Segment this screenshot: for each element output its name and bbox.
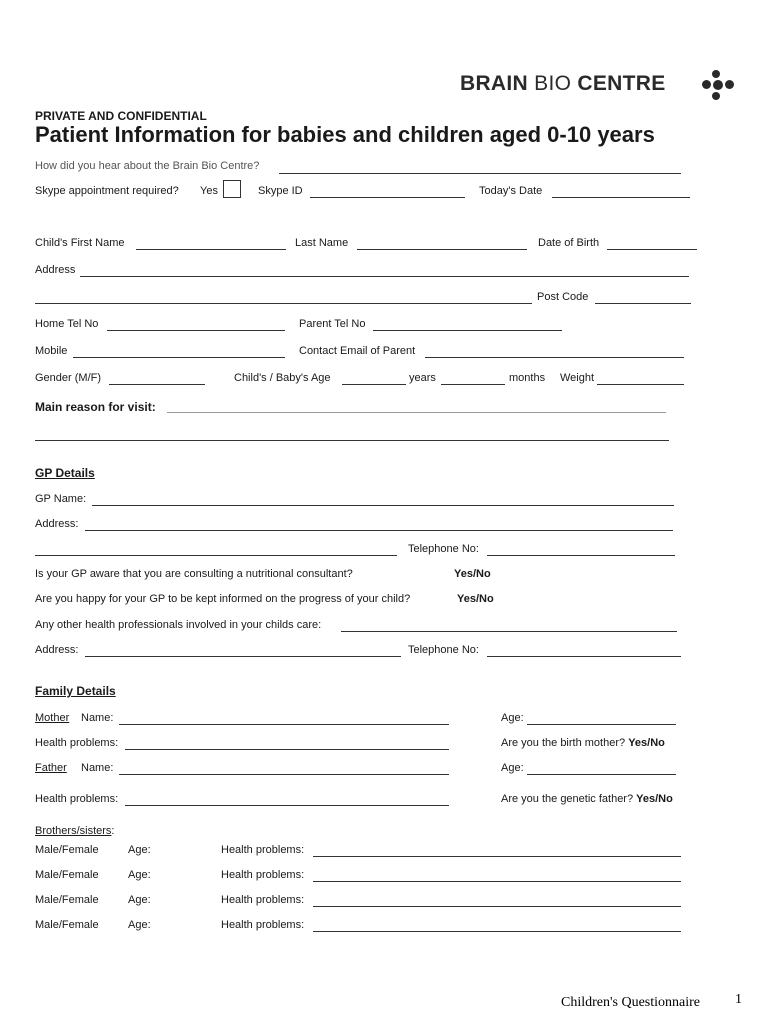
weight-field[interactable] [597, 384, 684, 385]
gp-details-heading: GP Details [35, 466, 95, 480]
genetic-father-question [501, 793, 673, 805]
footer-label: Children's Questionnaire [561, 995, 700, 1010]
years-label: years [409, 372, 436, 384]
address-label: Address [35, 264, 76, 276]
sibling-4-sex: Male/Female [35, 919, 99, 931]
sibling-1-health-label: Health problems: [221, 844, 305, 856]
todays-date-label: Today's Date [479, 185, 543, 197]
birth-mother-yes-no[interactable]: Yes/No [628, 737, 665, 749]
last-name-field[interactable] [357, 249, 527, 250]
months-label: months [509, 372, 546, 384]
birth-mother-question [501, 737, 665, 749]
skype-required-label: Skype appointment required? [35, 185, 179, 197]
gender-label: Gender (M/F) [35, 372, 102, 384]
address-field-line2[interactable] [35, 303, 532, 304]
gp-aware-question: Is your GP aware that you are consulting a nutritional consultant? [35, 568, 353, 580]
main-reason-field-line1[interactable] [167, 412, 666, 413]
mother-age-label: Age: [501, 712, 524, 724]
other-telephone-label: Telephone No: [408, 644, 479, 656]
sibling-3-health-field[interactable] [313, 906, 681, 907]
main-reason-label: Main reason for visit: [35, 400, 156, 414]
parent-tel-field[interactable] [373, 330, 562, 331]
gp-name-label: GP Name: [35, 493, 87, 505]
logo-word-bio: BIO [534, 72, 572, 95]
gp-address-field-line2[interactable] [35, 555, 397, 556]
sibling-2-sex: Male/Female [35, 869, 99, 881]
mobile-label: Mobile [35, 345, 68, 357]
confidential-label: PRIVATE AND CONFIDENTIAL [35, 109, 207, 123]
gp-address-field-line1[interactable] [85, 530, 673, 531]
sibling-2-age-label: Age: [128, 869, 151, 881]
sibling-1-health-field[interactable] [313, 856, 681, 857]
parent-tel-label: Parent Tel No [299, 318, 366, 330]
father-age-label: Age: [501, 762, 524, 774]
skype-id-label: Skype ID [258, 185, 303, 197]
mother-name-label: Name: [81, 712, 114, 724]
father-health-field[interactable] [125, 805, 449, 806]
skype-id-field[interactable] [310, 197, 465, 198]
sibling-3-age-label: Age: [128, 894, 151, 906]
post-code-label: Post Code [537, 291, 589, 303]
logo-word-centre: CENTRE [577, 72, 666, 95]
logo-text [460, 72, 666, 96]
mother-age-field[interactable] [527, 724, 676, 725]
page-number: 1 [735, 992, 742, 1007]
brain-bio-centre-logo [456, 66, 744, 104]
todays-date-field[interactable] [552, 197, 690, 198]
family-details-heading: Family Details [35, 684, 116, 698]
gp-telephone-label: Telephone No: [408, 543, 479, 555]
gender-field[interactable] [109, 384, 205, 385]
sibling-3-health-label: Health problems: [221, 894, 305, 906]
age-months-field[interactable] [441, 384, 505, 385]
sibling-2-health-label: Health problems: [221, 869, 305, 881]
mother-name-field[interactable] [119, 724, 449, 725]
contact-email-label: Contact Email of Parent [299, 345, 416, 357]
mobile-field[interactable] [73, 357, 285, 358]
contact-email-field[interactable] [425, 357, 684, 358]
page-title: Patient Information for babies and children aged 0-10 years [35, 122, 655, 147]
weight-label: Weight [560, 372, 595, 384]
birth-mother-question-text: Are you the birth mother? [501, 737, 626, 749]
other-address-field[interactable] [85, 656, 401, 657]
sibling-4-health-field[interactable] [313, 931, 681, 932]
other-telephone-field[interactable] [487, 656, 681, 657]
father-health-label: Health problems: [35, 793, 119, 805]
genetic-father-question-text: Are you the genetic father? [501, 793, 634, 805]
siblings-colon: : [111, 825, 115, 837]
dob-label: Date of Birth [538, 237, 600, 249]
gp-informed-question: Are you happy for your GP to be kept informed on the progress of your child? [35, 593, 411, 605]
skype-yes-label: Yes [200, 185, 218, 197]
gp-name-field[interactable] [92, 505, 674, 506]
sibling-1-age-label: Age: [128, 844, 151, 856]
gp-informed-yes-no[interactable]: Yes/No [457, 593, 494, 605]
sibling-1-sex: Male/Female [35, 844, 99, 856]
siblings-heading [35, 825, 114, 837]
age-label: Child's / Baby's Age [234, 372, 331, 384]
dob-field[interactable] [607, 249, 697, 250]
logo-word-brain: BRAIN [460, 72, 528, 95]
hear-about-field[interactable] [279, 173, 681, 174]
genetic-father-yes-no[interactable]: Yes/No [636, 793, 673, 805]
hear-about-label: How did you hear about the Brain Bio Centre? [35, 160, 260, 172]
father-name-field[interactable] [119, 774, 449, 775]
post-code-field[interactable] [595, 303, 691, 304]
sibling-4-health-label: Health problems: [221, 919, 305, 931]
gp-telephone-field[interactable] [487, 555, 675, 556]
father-label: Father [35, 762, 67, 774]
first-name-label: Child's First Name [35, 237, 125, 249]
father-age-field[interactable] [527, 774, 676, 775]
address-field-line1[interactable] [80, 276, 689, 277]
skype-yes-checkbox[interactable] [223, 180, 241, 198]
other-professionals-label: Any other health professionals involved in your childs care: [35, 619, 322, 631]
mother-health-field[interactable] [125, 749, 449, 750]
gp-address-label: Address: [35, 518, 79, 530]
other-address-label: Address: [35, 644, 79, 656]
sibling-4-age-label: Age: [128, 919, 151, 931]
last-name-label: Last Name [295, 237, 349, 249]
first-name-field[interactable] [136, 249, 286, 250]
age-years-field[interactable] [342, 384, 406, 385]
sibling-2-health-field[interactable] [313, 881, 681, 882]
home-tel-field[interactable] [107, 330, 285, 331]
gp-aware-yes-no[interactable]: Yes/No [454, 568, 491, 580]
siblings-label: Brothers/sisters [35, 825, 112, 837]
home-tel-label: Home Tel No [35, 318, 99, 330]
sibling-3-sex: Male/Female [35, 894, 99, 906]
father-name-label: Name: [81, 762, 114, 774]
mother-health-label: Health problems: [35, 737, 119, 749]
other-professionals-field[interactable] [341, 631, 677, 632]
mother-label: Mother [35, 712, 70, 724]
main-reason-field-line2[interactable] [35, 440, 669, 441]
